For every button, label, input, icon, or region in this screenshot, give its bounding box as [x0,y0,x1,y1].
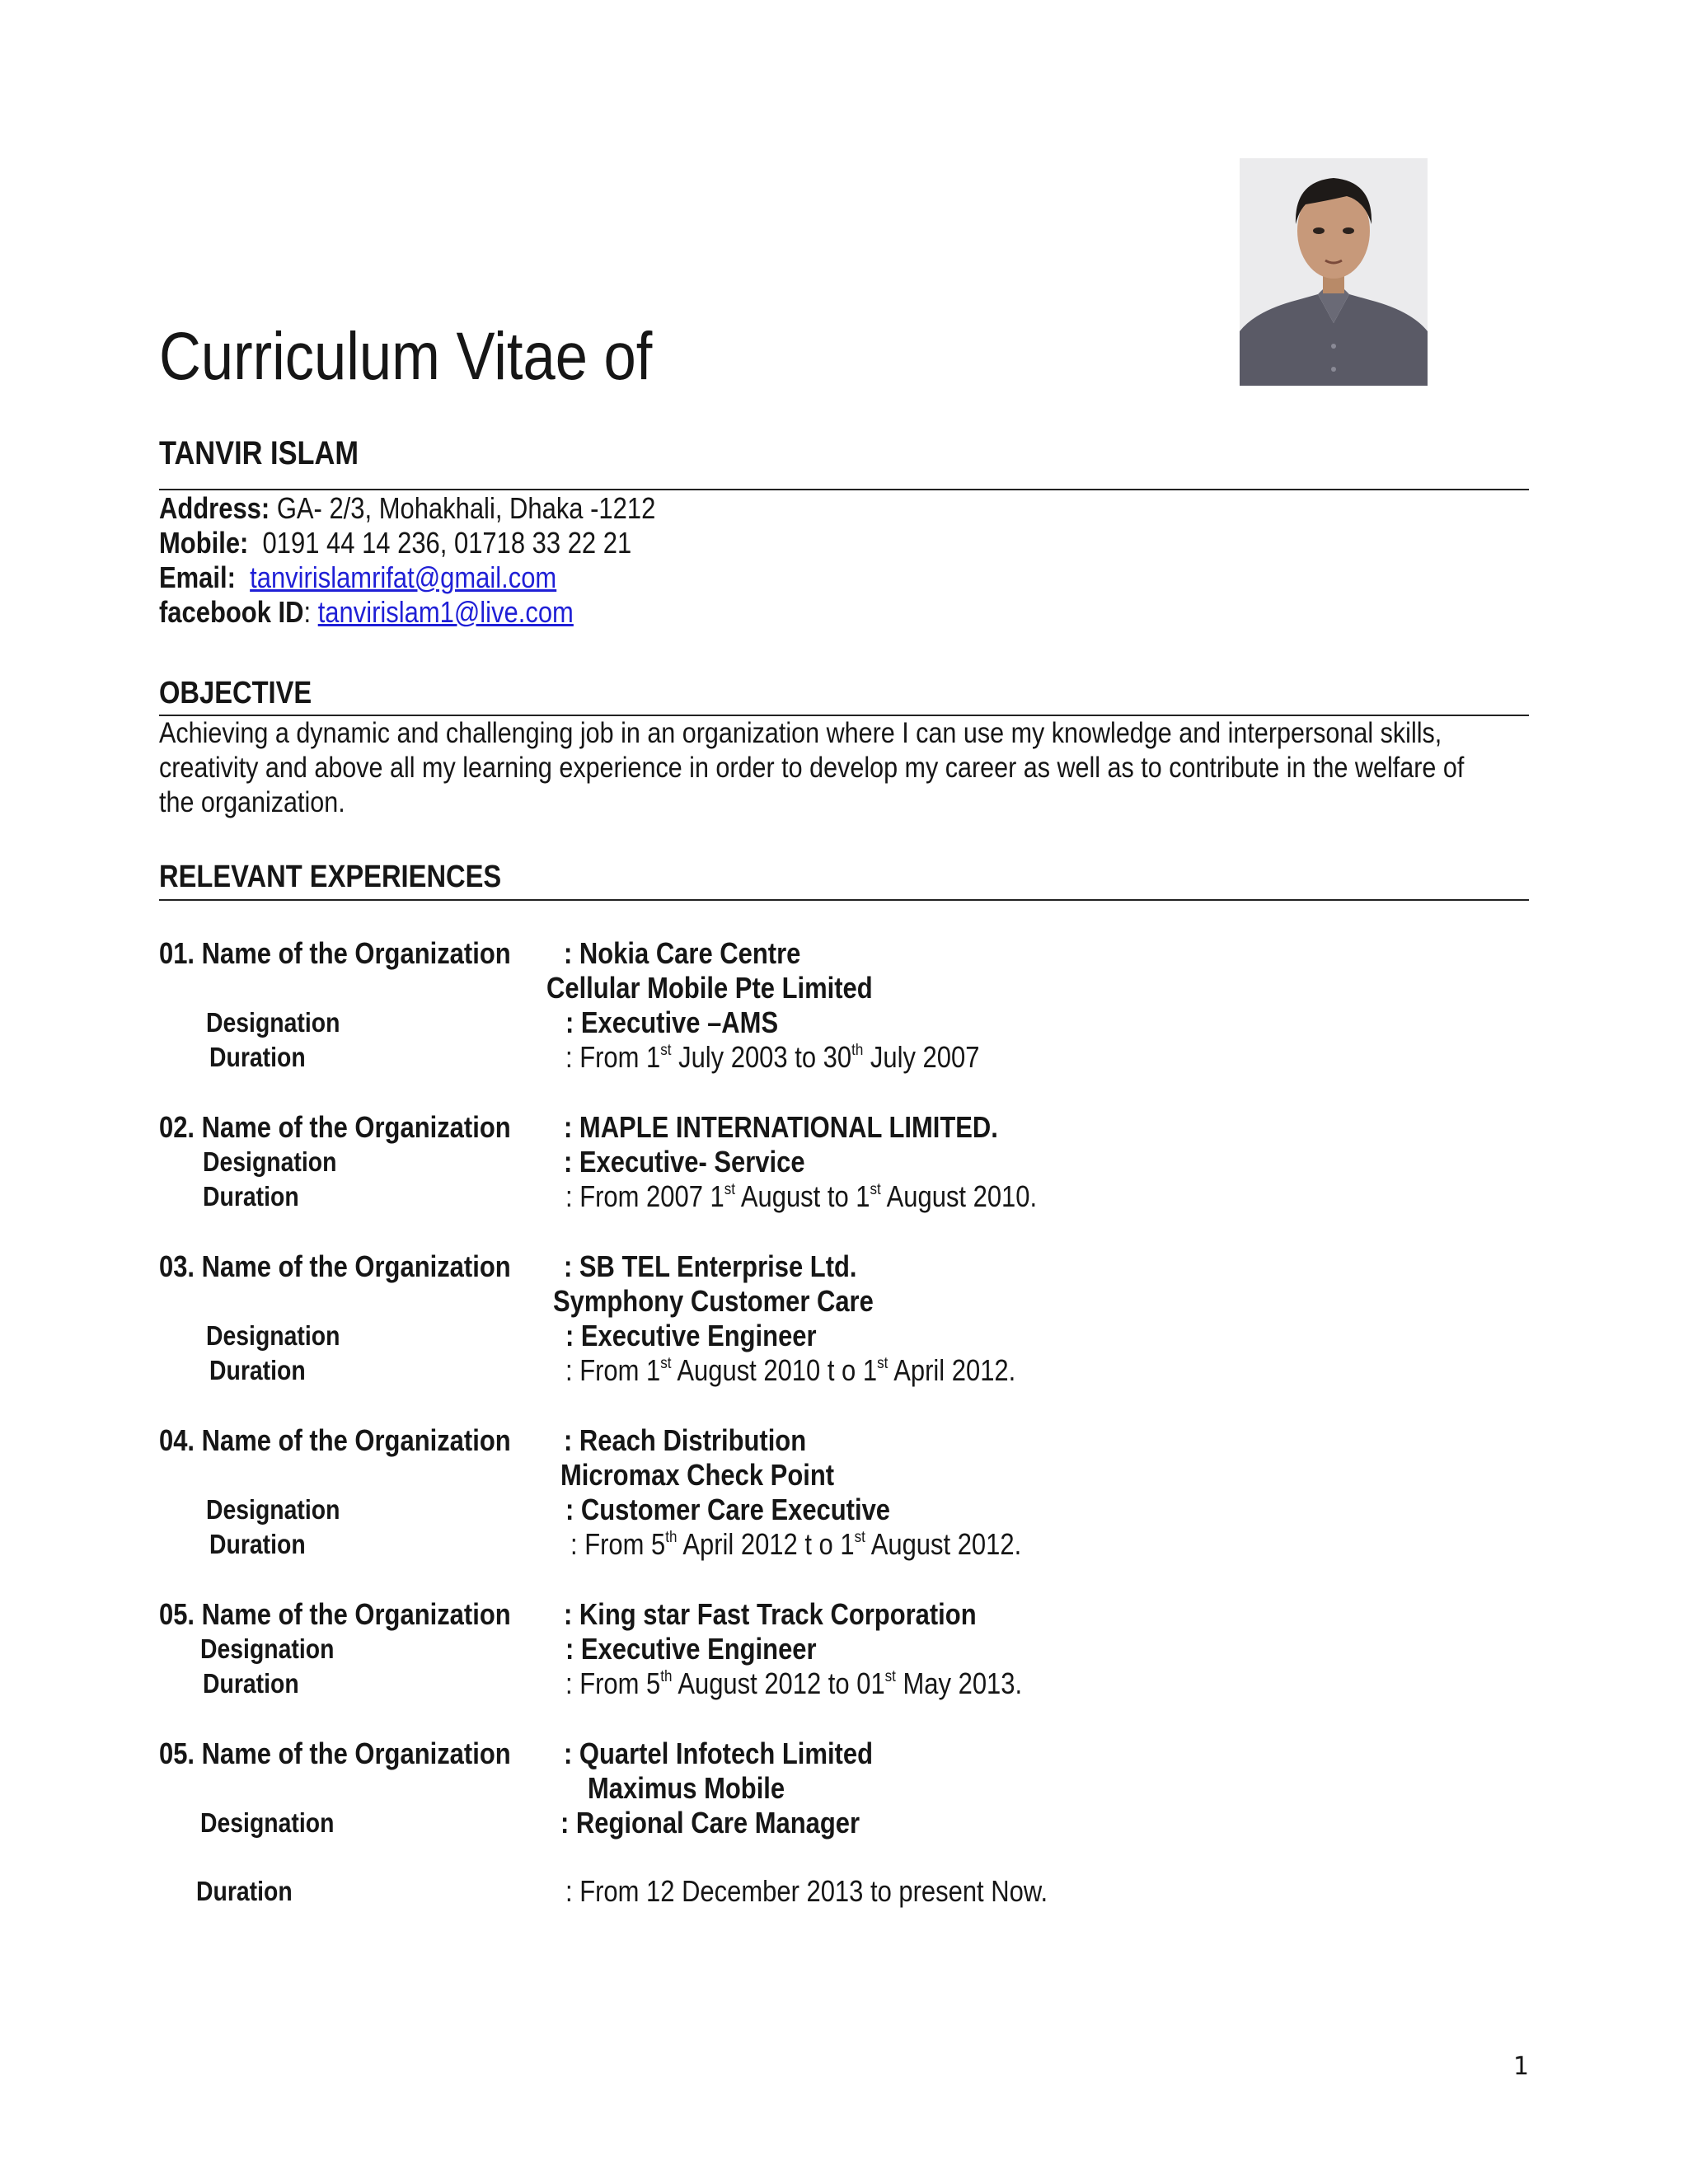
duration-label: Duration [203,1668,299,1699]
duration-value: : From 5th April 2012 t o 1st August 2012. [570,1527,1022,1561]
divider [159,899,1529,901]
org-name: : SB TEL Enterprise Ltd. [564,1249,857,1283]
designation-label: Designation [206,1007,340,1038]
duration-label: Duration [209,1042,306,1072]
org-name-line2: Maximus Mobile [588,1771,785,1805]
experience-heading: RELEVANT EXPERIENCES [159,860,502,894]
objective-text: Achieving a dynamic and challenging job in an organization where I can use my knowledge and interpersonal skills, creativity and above all my learning experience in order to develop my career as well as to contribute in the welfare of the organization. [159,716,1465,818]
contact-mobile: Mobile: 0191 44 14 236, 01718 33 22 21 [159,526,632,560]
designation-value: : Executive –AMS [565,1005,779,1039]
duration-label: Duration [203,1181,299,1212]
contact-address: Address: GA- 2/3, Mohakhali, Dhaka -1212 [159,491,656,525]
designation-label: Designation [200,1633,335,1664]
designation-label: Designation [206,1494,340,1525]
duration-label: Duration [209,1529,306,1559]
org-name-line2: Micromax Check Point [560,1458,835,1492]
designation-label: Designation [200,1807,335,1838]
org-name: : MAPLE INTERNATIONAL LIMITED. [564,1110,998,1144]
duration-label: Duration [209,1355,306,1385]
duration-value: : From 2007 1st August to 1st August 2010. [565,1179,1038,1213]
org-name-line2: Symphony Customer Care [553,1284,874,1318]
contact-facebook: facebook ID: tanvirislam1@live.com [159,595,574,629]
duration-value: : From 12 December 2013 to present Now. [565,1874,1048,1908]
org-name: : King star Fast Track Corporation [564,1597,977,1631]
facebook-link[interactable]: tanvirislam1@live.com [317,595,574,629]
designation-value: : Customer Care Executive [565,1493,891,1526]
profile-photo [1240,158,1428,386]
duration-value: : From 1st August 2010 t o 1st April 2012. [565,1353,1016,1387]
org-name: : Quartel Infotech Limited [564,1736,873,1770]
org-label: 03. Name of the Organization [159,1249,511,1283]
candidate-name: TANVIR ISLAM [159,435,359,471]
org-label: 02. Name of the Organization [159,1110,511,1144]
org-label: 05. Name of the Organization [159,1736,511,1770]
designation-value: : Executive Engineer [565,1632,817,1666]
objective-heading: OBJECTIVE [159,676,312,710]
divider [159,489,1529,490]
designation-value: : Executive Engineer [565,1319,817,1352]
org-name: : Nokia Care Centre [564,936,801,970]
designation-value: : Executive- Service [564,1145,805,1179]
page-number: 1 [1513,2052,1530,2081]
designation-value: : Regional Care Manager [560,1806,860,1840]
contact-email: Email: tanvirislamrifat@gmail.com [159,560,557,594]
designation-label: Designation [203,1146,337,1177]
email-link[interactable]: tanvirislamrifat@gmail.com [250,560,557,594]
duration-value: : From 5th August 2012 to 01st May 2013. [565,1666,1023,1700]
org-label: 01. Name of the Organization [159,936,511,970]
designation-label: Designation [206,1320,340,1351]
org-name: : Reach Distribution [564,1423,807,1457]
org-name-line2: Cellular Mobile Pte Limited [546,971,873,1005]
duration-value: : From 1st July 2003 to 30th July 2007 [565,1040,980,1074]
org-label: 05. Name of the Organization [159,1597,511,1631]
duration-label: Duration [196,1876,293,1906]
cv-title: Curriculum Vitae of [159,319,653,394]
org-label: 04. Name of the Organization [159,1423,511,1457]
